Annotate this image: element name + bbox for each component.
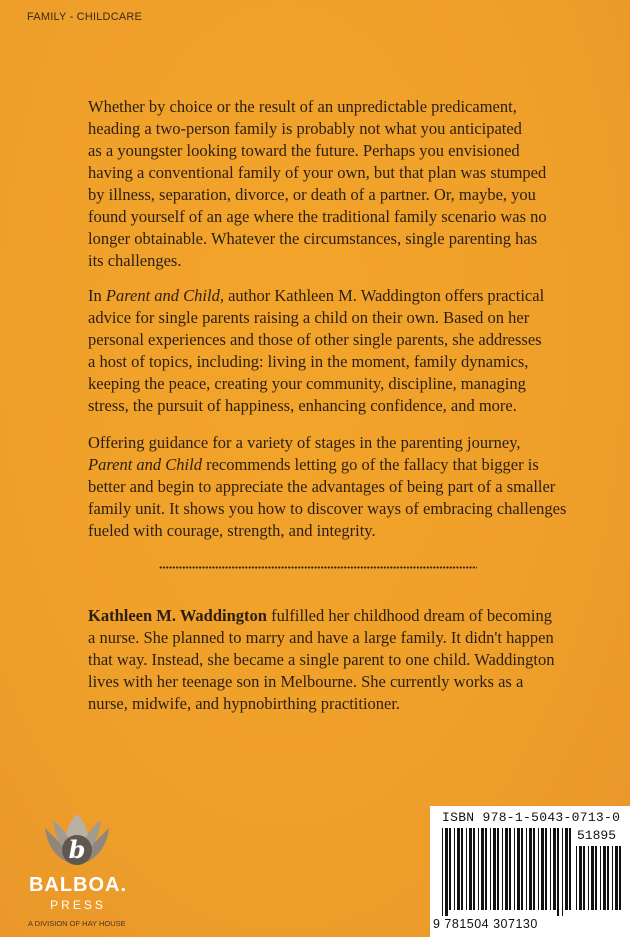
- paragraph-line: heading a two-person family is probably not what you anticipated: [88, 119, 522, 138]
- paragraph-line: longer obtainable. Whatever the circumstances, single parenting has: [88, 229, 538, 248]
- barcode-bar: [493, 828, 496, 910]
- barcode-bar: [490, 828, 491, 910]
- paragraph-line: [88, 605, 588, 627]
- barcode-bar: [466, 828, 467, 910]
- isbn-barcode: [430, 806, 630, 937]
- barcode-bar: [533, 828, 535, 910]
- barcode-digits: 9 781504 307130: [433, 917, 538, 931]
- barcode-bar: [583, 846, 585, 910]
- logo-letter: b: [68, 835, 86, 864]
- description-paragraph-3: [88, 432, 588, 542]
- paragraph-line: Offering guidance for a variety of stages in the parenting journey,: [88, 433, 521, 452]
- barcode-bar: [502, 828, 503, 910]
- barcode-bar: [557, 828, 559, 916]
- barcode-bar: [442, 828, 443, 916]
- barcode-bar: [505, 828, 508, 910]
- barcode-bar: [565, 828, 568, 910]
- barcode-bar: [588, 846, 589, 910]
- publisher-name: BALBOA.: [28, 874, 128, 896]
- paragraph-line: that way. Instead, she became a single parent to one child. Waddington: [88, 650, 555, 669]
- paragraph-line: lives with her teenage son in Melbourne. She currently works as a: [88, 672, 524, 691]
- paragraph-line: stress, the pursuit of happiness, enhancing confidence, and more.: [88, 396, 517, 415]
- barcode-bar: [461, 828, 463, 910]
- barcode-bar: [600, 846, 601, 910]
- paragraph-line: [88, 454, 588, 476]
- dotted-divider: [159, 566, 477, 569]
- book-title: Parent and Child,: [105, 286, 224, 305]
- publisher-division: A DIVISION OF HAY HOUSE: [28, 919, 126, 928]
- barcode-bar: [478, 828, 479, 910]
- paragraph-line: keeping the peace, creating your community, discipline, managing: [88, 374, 526, 393]
- barcode-bar: [541, 828, 544, 910]
- publisher-logo: [24, 812, 134, 932]
- barcode-bar: [509, 828, 511, 910]
- category-label: FAMILY - CHILDCARE: [27, 11, 143, 23]
- description-paragraph-1: [88, 96, 588, 272]
- paragraph-line: a nurse. She planned to marry and have a large family. It didn't happen: [88, 628, 554, 647]
- author-name: Kathleen M. Waddington: [88, 606, 267, 625]
- paragraph-line: as a youngster looking toward the future. Perhaps you envisioned: [88, 141, 520, 160]
- paragraph-line: family unit. It shows you how to discover ways of embracing challenges: [88, 499, 567, 518]
- author-bio: [88, 605, 588, 715]
- paragraph-line: advice for single parents raising a child on their own. Based on her: [88, 308, 530, 327]
- paragraph-line: better and begin to appreciate the advantages of being part of a smaller: [88, 477, 556, 496]
- barcode-bar: [457, 828, 460, 910]
- barcode-bar: [607, 846, 609, 910]
- barcode-bar: [485, 828, 487, 910]
- barcode-bar: [615, 846, 618, 910]
- barcode-bar: [526, 828, 527, 910]
- paragraph-line: a host of topics, including: living in the moment, family dynamics,: [88, 352, 529, 371]
- paragraph-line: personal experiences and those of other single parents, she addresses: [88, 330, 542, 349]
- barcode-bar: [445, 828, 448, 916]
- barcode-bar: [497, 828, 499, 910]
- barcode-bar: [569, 828, 571, 910]
- barcode-bar: [517, 828, 520, 910]
- ean-barcode-bars: [442, 828, 572, 916]
- barcode-bar: [591, 846, 594, 910]
- paragraph-line: [88, 285, 588, 307]
- barcode-bar: [538, 828, 539, 910]
- barcode-bar: [595, 846, 597, 910]
- barcode-bar: [481, 828, 484, 910]
- addon-barcode-bars: [576, 846, 626, 916]
- description-paragraph-2: [88, 285, 588, 417]
- paragraph-text: author Kathleen M. Waddington offers practical: [223, 286, 545, 305]
- barcode-bar: [473, 828, 475, 910]
- barcode-bar: [454, 828, 455, 910]
- barcode-bar: [619, 846, 621, 910]
- barcode-bar: [550, 828, 551, 910]
- lotus-icon: [39, 812, 115, 874]
- price-code: 51895: [577, 828, 617, 843]
- paragraph-text: In: [88, 286, 106, 305]
- paragraph-line: nurse, midwife, and hypnobirthing practitioner.: [88, 694, 401, 713]
- barcode-bar: [579, 846, 582, 910]
- barcode-bar: [553, 828, 556, 910]
- paragraph-line: having a conventional family of your own, but that plan was stumped: [88, 163, 547, 182]
- paragraph-line: Whether by choice or the result of an unpredictable predicament,: [88, 97, 517, 116]
- barcode-bar: [603, 846, 606, 910]
- barcode-bar: [545, 828, 547, 910]
- isbn-label: ISBN 978-1-5043-0713-0: [442, 810, 621, 825]
- barcode-bar: [529, 828, 532, 910]
- barcode-bar: [612, 846, 613, 910]
- paragraph-line: its challenges.: [88, 251, 182, 270]
- barcode-bar: [521, 828, 523, 910]
- paragraph-text: fulfilled her childhood dream of becoming: [266, 606, 552, 625]
- barcode-bar: [576, 846, 577, 910]
- paragraph-line: fueled with courage, strength, and integrity.: [88, 521, 376, 540]
- barcode-bar: [449, 828, 451, 910]
- barcode-bar: [514, 828, 515, 910]
- paragraph-line: found yourself of an age where the traditional family scenario was no: [88, 207, 547, 226]
- book-title: Parent and Child: [88, 455, 202, 474]
- publisher-imprint: PRESS: [50, 898, 106, 912]
- paragraph-text: recommends letting go of the fallacy that bigger is: [201, 455, 539, 474]
- barcode-bar: [469, 828, 472, 910]
- paragraph-line: by illness, separation, divorce, or death of a partner. Or, maybe, you: [88, 185, 536, 204]
- barcode-bar: [562, 828, 563, 916]
